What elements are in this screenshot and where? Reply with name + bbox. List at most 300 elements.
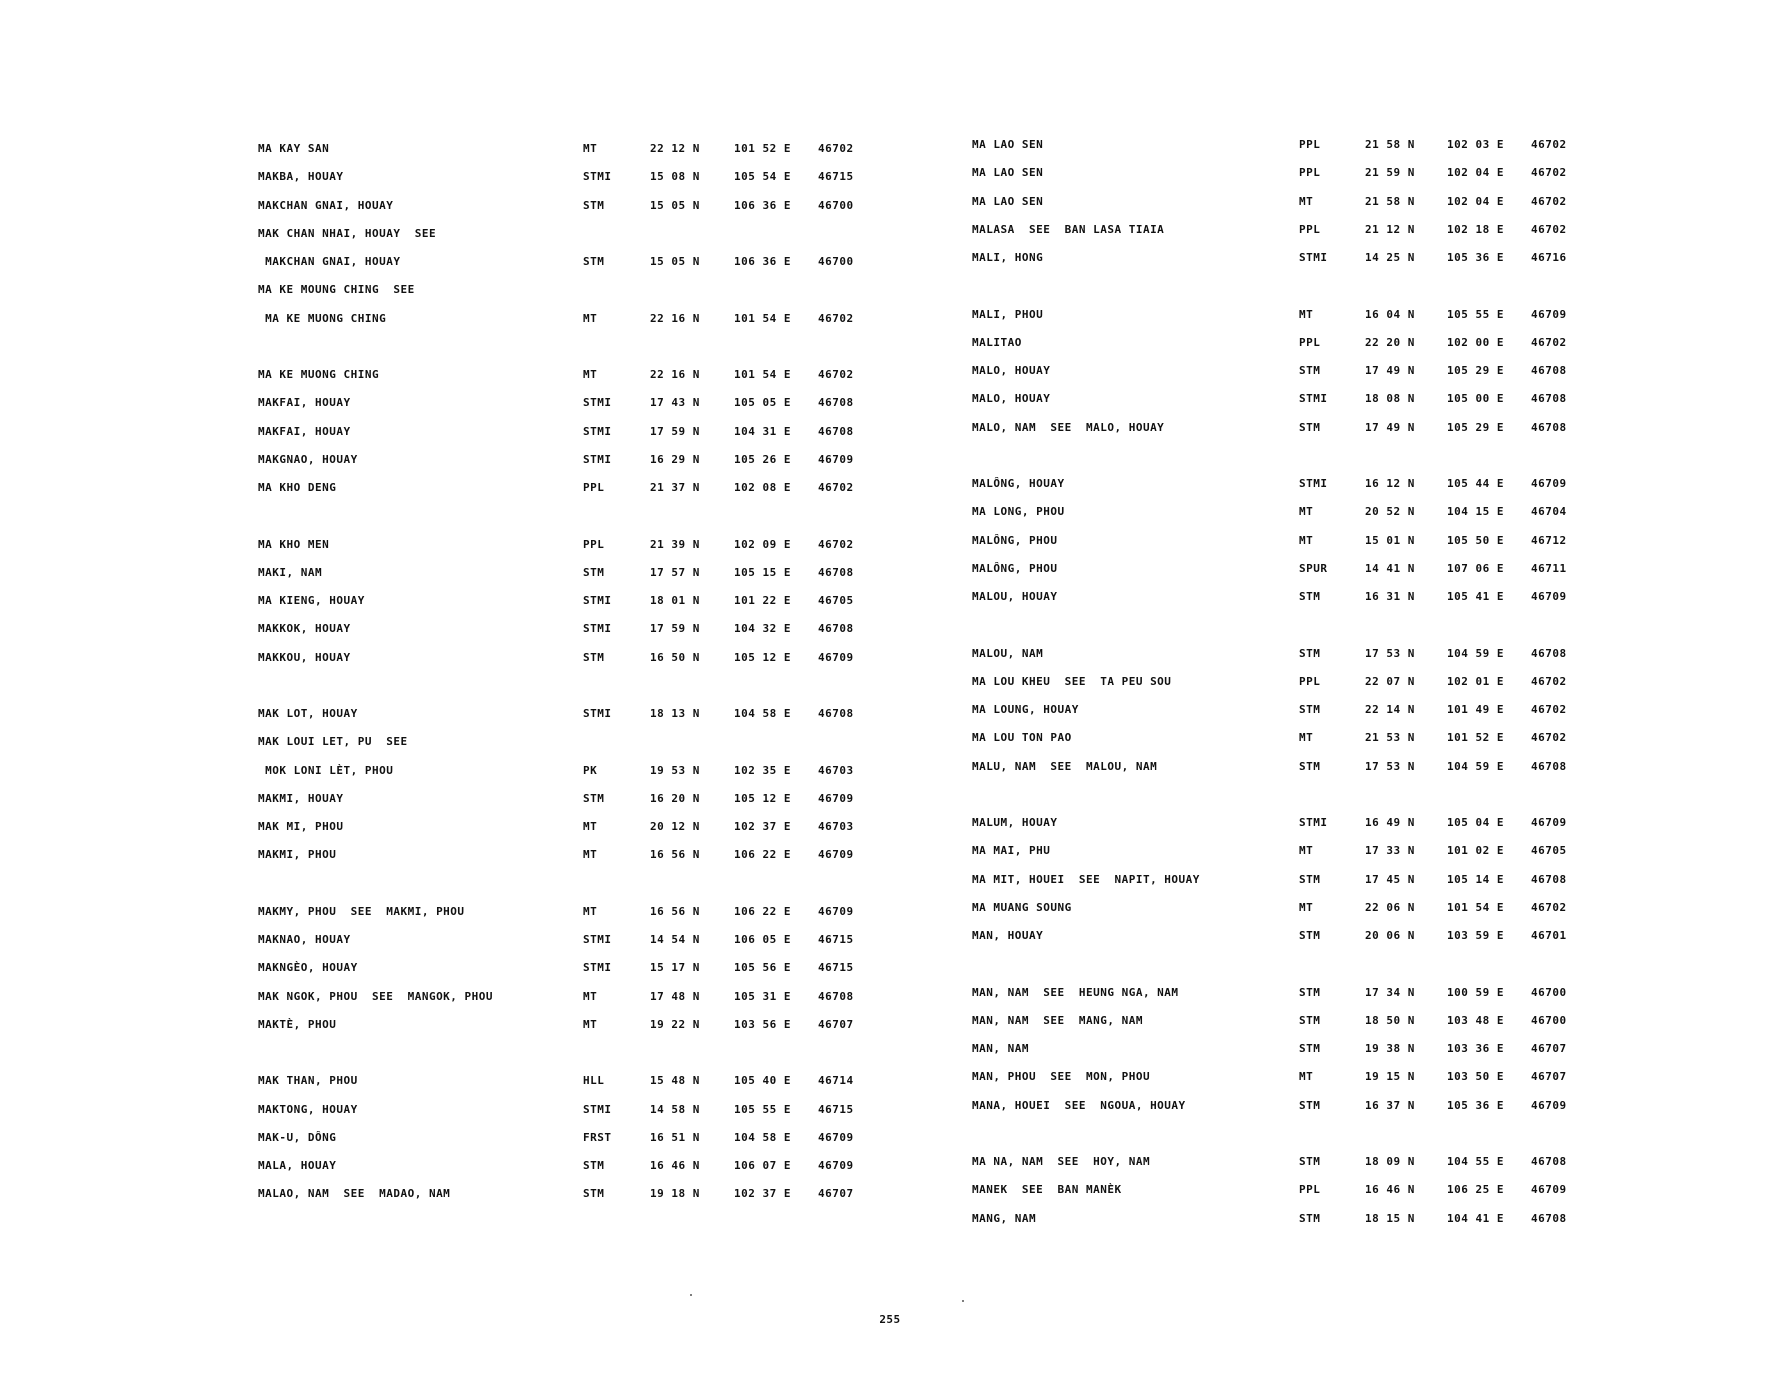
entry-type: STMI [583,396,612,410]
entry-latitude: 18 13 N [650,707,700,720]
entry-code: 46701 [1531,929,1567,942]
entry-type: PPL [1299,674,1321,688]
entry-latitude: 16 31 N [1365,590,1415,603]
entry-longitude: 105 41 E [1447,590,1504,603]
entry-type: MT [1299,900,1314,914]
entry-longitude: 105 05 E [734,396,791,410]
page-number: 255 [879,1313,901,1326]
entry-name: MAKFAI, HOUAY [258,424,351,438]
gazetteer-entry [0,137,1786,153]
entry-name: MA LAO SEN [972,194,1044,208]
gazetteer-entry [0,1013,1786,1029]
entry-longitude: 102 03 E [1447,138,1504,151]
entry-longitude: 101 52 E [734,142,791,155]
entry-type: MT [1299,194,1314,208]
entry-longitude: 105 26 E [734,452,791,466]
entry-latitude: 21 53 N [1365,731,1415,745]
entry-latitude: 22 07 N [1365,674,1415,688]
entry-code: 46708 [1531,646,1567,660]
entry-name: MALI, HONG [972,251,1044,264]
entry-longitude: 102 00 E [1447,335,1504,349]
entry-type: STMI [583,452,612,466]
entry-code: 46702 [1531,222,1567,236]
gazetteer-entry [0,900,1786,916]
entry-latitude: 16 46 N [1365,1183,1415,1197]
entry-type: STMI [583,622,612,636]
entry-name: MALA, HOUAY [258,1159,337,1172]
entry-code: 46708 [818,989,854,1003]
gazetteer-entry [0,872,1786,888]
entry-type: STMI [583,1102,612,1116]
entry-longitude: 103 48 E [1447,1013,1504,1027]
entry-code: 46709 [818,650,854,664]
entry-name: MAK NGOK, PHOU SEE MANGOK, PHOU [258,989,494,1003]
gazetteer-entry [0,504,1786,520]
entry-type: STM [583,255,605,268]
entry-latitude: 16 12 N [1365,477,1415,490]
entry-longitude: 106 36 E [734,198,791,212]
entry-longitude: 105 36 E [1447,251,1504,264]
entry-latitude: 18 15 N [1365,1211,1415,1225]
entry-longitude: 106 07 E [734,1159,791,1172]
entry-type: STM [1299,1042,1321,1055]
entry-latitude: 22 14 N [1365,703,1415,716]
entry-name: MALITAO [972,335,1022,349]
entry-name: MA KHO MEN [258,537,330,551]
entry-name: MAN, NAM SEE HEUNG NGA, NAM [972,985,1179,999]
entry-longitude: 101 52 E [1447,731,1504,745]
entry-type: STM [1299,759,1321,773]
entry-code: 46708 [1531,1155,1567,1168]
gazetteer-entry [0,222,1786,238]
entry-name: MA KE MOUNG CHING SEE [258,283,415,297]
entry-latitude: 17 49 N [1365,364,1415,377]
entry-name: MA MAI, PHU [972,844,1051,858]
entry-code: 46703 [818,763,854,777]
entry-latitude: 14 58 N [650,1102,700,1116]
entry-name: MAKKOU, HOUAY [258,650,351,664]
entry-latitude: 22 16 N [650,311,700,325]
entry-latitude: 22 20 N [1365,335,1415,349]
entry-latitude: 17 45 N [1365,872,1415,886]
entry-name: MALI, PHOU [972,307,1044,321]
entry-name: MA NA, NAM SEE HOY, NAM [972,1155,1151,1168]
entry-name: MALÔNG, HOUAY [972,477,1065,490]
entry-type: MT [583,820,598,833]
entry-code: 46708 [1531,759,1567,773]
gazetteer-entry [0,194,1786,210]
entry-type: STM [1299,590,1321,603]
entry-latitude: 16 49 N [1365,816,1415,829]
entry-latitude: 17 33 N [1365,844,1415,858]
entry-latitude: 17 59 N [650,424,700,438]
entry-longitude: 104 55 E [1447,1155,1504,1168]
entry-longitude: 105 50 E [1447,533,1504,547]
gazetteer-entry [0,617,1786,633]
entry-longitude: 105 44 E [1447,477,1504,490]
entry-name: MANEK SEE BAN MANÈK [972,1183,1122,1197]
entry-longitude: 104 31 E [734,424,791,438]
gazetteer-entry [0,815,1786,831]
entry-name: MAKNAO, HOUAY [258,933,351,946]
entry-longitude: 104 41 E [1447,1211,1504,1225]
entry-latitude: 15 05 N [650,198,700,212]
entry-latitude: 22 06 N [1365,900,1415,914]
entry-latitude: 16 51 N [650,1130,700,1144]
entry-type: SPUR [1299,561,1328,575]
entry-code: 46708 [818,707,854,720]
gazetteer-entry [0,278,1786,294]
entry-latitude: 17 57 N [650,565,700,579]
entry-code: 46705 [1531,844,1567,858]
entry-type: STM [1299,1211,1321,1225]
entry-code: 46708 [1531,420,1567,434]
entry-type: MT [1299,533,1314,547]
entry-name: MAKGNAO, HOUAY [258,452,358,466]
entry-name: MA LONG, PHOU [972,505,1065,519]
entry-latitude: 18 09 N [1365,1155,1415,1168]
gazetteer-entry [0,1182,1786,1198]
gazetteer-entry [0,561,1786,577]
entry-name: MALO, NAM SEE MALO, HOUAY [972,420,1165,434]
entry-type: MT [1299,505,1314,519]
entry-code: 46709 [1531,307,1567,321]
entry-longitude: 102 09 E [734,537,791,551]
entry-longitude: 102 04 E [1447,194,1504,208]
entry-name: MAK MI, PHOU [258,820,344,833]
gazetteer-entry [0,674,1786,690]
entry-code: 46715 [818,961,854,975]
entry-longitude: 102 37 E [734,820,791,833]
entry-type: STMI [583,961,612,975]
entry-latitude: 17 48 N [650,989,700,1003]
entry-name: MA KE MUONG CHING [258,368,380,381]
entry-code: 46715 [818,933,854,946]
entry-code: 46709 [1531,590,1567,603]
entry-name: MA LOU TON PAO [972,731,1072,745]
entry-latitude: 15 05 N [650,255,700,268]
entry-name: MA KHO DENG [258,481,337,494]
entry-code: 46700 [1531,1013,1567,1027]
gazetteer-entry [0,956,1786,972]
entry-code: 46702 [818,481,854,494]
entry-latitude: 16 46 N [650,1159,700,1172]
entry-name: MAKCHAN GNAI, HOUAY [258,198,394,212]
entry-name: MANG, NAM [972,1211,1037,1225]
gazetteer-entry [0,335,1786,351]
entry-code: 46709 [818,791,854,805]
entry-longitude: 102 04 E [1447,166,1504,180]
entry-longitude: 101 54 E [734,311,791,325]
entry-name: MALÔNG, PHOU [972,533,1058,547]
entry-code: 46702 [1531,900,1567,914]
gazetteer-entry [0,533,1786,549]
entry-latitude: 20 06 N [1365,929,1415,942]
entry-longitude: 104 58 E [734,707,791,720]
entry-longitude: 105 14 E [1447,872,1504,886]
entry-latitude: 16 04 N [1365,307,1415,321]
entry-longitude: 105 36 E [1447,1098,1504,1112]
entry-name: MALOU, NAM [972,646,1044,660]
entry-latitude: 21 58 N [1365,194,1415,208]
entry-latitude: 19 22 N [650,1017,700,1031]
gazetteer-entry [0,787,1786,803]
entry-longitude: 103 59 E [1447,929,1504,942]
entry-type: STM [583,1187,605,1201]
entry-type: PK [583,763,598,777]
entry-type: FRST [583,1130,612,1144]
entry-code: 46709 [818,1130,854,1144]
gazetteer-entry [0,928,1786,944]
entry-code: 46704 [1531,505,1567,519]
entry-name: MALUM, HOUAY [972,816,1058,829]
entry-type: STM [583,565,605,579]
entry-name: MAN, PHOU SEE MON, PHOU [972,1070,1151,1084]
entry-name: MA KIENG, HOUAY [258,594,365,607]
entry-code: 46708 [1531,1211,1567,1225]
entry-longitude: 105 31 E [734,989,791,1003]
entry-type: PPL [1299,166,1321,180]
entry-longitude: 106 05 E [734,933,791,946]
entry-code: 46708 [1531,392,1567,406]
gazetteer-entry [0,730,1786,746]
entry-longitude: 105 15 E [734,565,791,579]
entry-latitude: 16 29 N [650,452,700,466]
entry-code: 46709 [818,1159,854,1172]
entry-code: 46712 [1531,533,1567,547]
entry-code: 46700 [1531,985,1567,999]
gazetteer-entry [0,702,1786,718]
gazetteer-entry [0,1126,1786,1142]
entry-name: MA KE MUONG CHING [258,311,387,325]
entry-type: STMI [1299,251,1328,264]
entry-code: 46705 [818,594,854,607]
gazetteer-entry [0,165,1786,181]
entry-latitude: 17 34 N [1365,985,1415,999]
entry-longitude: 101 54 E [734,368,791,381]
gazetteer-entry [0,250,1786,266]
gazetteer-entry [0,420,1786,436]
entry-longitude: 105 55 E [1447,307,1504,321]
entry-code: 46715 [818,170,854,184]
entry-type: MT [583,848,598,862]
entry-code: 46707 [818,1187,854,1201]
entry-name: MA LAO SEN [972,138,1044,151]
entry-longitude: 103 56 E [734,1017,791,1031]
entry-type: PPL [583,481,605,494]
entry-longitude: 102 37 E [734,1187,791,1201]
entry-type: STMI [583,424,612,438]
entry-name: MALO, HOUAY [972,392,1051,406]
entry-type: PPL [1299,335,1321,349]
entry-longitude: 105 29 E [1447,420,1504,434]
entry-name: MAKCHAN GNAI, HOUAY [258,255,401,268]
entry-name: MAKFAI, HOUAY [258,396,351,410]
entry-type: MT [1299,731,1314,745]
entry-code: 46702 [1531,194,1567,208]
entry-type: MT [1299,844,1314,858]
entry-longitude: 105 12 E [734,791,791,805]
entry-name: MAKMY, PHOU SEE MAKMI, PHOU [258,904,465,918]
entry-type: STMI [1299,477,1328,490]
entry-type: STMI [1299,816,1328,829]
entry-latitude: 22 12 N [650,142,700,155]
entry-type: STM [1299,872,1321,886]
entry-latitude: 18 01 N [650,594,700,607]
entry-type: STMI [583,933,612,946]
entry-type: MT [583,989,598,1003]
entry-code: 46709 [1531,816,1567,829]
entry-name: MA LOU KHEU SEE TA PEU SOU [972,674,1172,688]
entry-code: 46709 [818,452,854,466]
entry-latitude: 20 52 N [1365,505,1415,519]
entry-code: 46702 [1531,703,1567,716]
entry-code: 46707 [818,1017,854,1031]
entry-type: STM [583,650,605,664]
gazetteer-entry [0,1154,1786,1170]
entry-longitude: 102 01 E [1447,674,1504,688]
entry-code: 46702 [818,142,854,155]
entry-longitude: 102 35 E [734,763,791,777]
entry-name: MAKTÈ, PHOU [258,1017,337,1031]
entry-code: 46702 [1531,731,1567,745]
entry-latitude: 15 17 N [650,961,700,975]
entry-latitude: 21 39 N [650,537,700,551]
gazetteer-entry [0,843,1786,859]
entry-type: STM [1299,929,1321,942]
entry-latitude: 21 37 N [650,481,700,494]
entry-name: MAKNGÈO, HOUAY [258,961,358,975]
entry-code: 46709 [818,848,854,862]
entry-name: MAN, HOUAY [972,929,1044,942]
entry-type: STM [1299,703,1321,716]
entry-code: 46716 [1531,251,1567,264]
gazetteer-entry [0,448,1786,464]
entry-name: MALASA SEE BAN LASA TIAIA [972,222,1165,236]
entry-latitude: 15 01 N [1365,533,1415,547]
gazetteer-entry [0,307,1786,323]
entry-type: STM [1299,1155,1321,1168]
scan-speck [962,1300,964,1302]
entry-latitude: 21 12 N [1365,222,1415,236]
entry-name: MALAO, NAM SEE MADAO, NAM [258,1187,451,1201]
entry-name: MANA, HOUEI SEE NGOUA, HOUAY [972,1098,1186,1112]
entry-name: MAN, NAM SEE MANG, NAM [972,1013,1143,1027]
entry-type: STM [1299,646,1321,660]
entry-name: MOK LONI LÈT, PHOU [258,763,394,777]
entry-code: 46702 [818,537,854,551]
entry-name: MALU, NAM SEE MALOU, NAM [972,759,1158,773]
entry-latitude: 16 50 N [650,650,700,664]
entry-name: MALÔNG, PHOU [972,561,1058,575]
entry-code: 46703 [818,820,854,833]
entry-latitude: 18 08 N [1365,392,1415,406]
entry-type: MT [583,142,598,155]
entry-latitude: 17 43 N [650,396,700,410]
entry-longitude: 107 06 E [1447,561,1504,575]
entry-type: STM [1299,364,1321,377]
entry-type: STM [583,1159,605,1172]
entry-longitude: 104 32 E [734,622,791,636]
entry-longitude: 106 22 E [734,904,791,918]
entry-code: 46708 [1531,364,1567,377]
entry-latitude: 17 53 N [1365,759,1415,773]
gazetteer-entry [0,1098,1786,1114]
entry-name: MAK-U, DÔNG [258,1130,337,1144]
entry-longitude: 105 55 E [734,1102,791,1116]
gazetteer-entry [0,1069,1786,1085]
entry-type: STM [583,198,605,212]
entry-name: MAKMI, PHOU [258,848,337,862]
entry-longitude: 101 49 E [1447,703,1504,716]
entry-type: STMI [583,170,612,184]
entry-code: 46708 [1531,872,1567,886]
entry-code: 46702 [818,368,854,381]
entry-code: 46714 [818,1074,854,1088]
entry-longitude: 102 08 E [734,481,791,494]
entry-code: 46702 [1531,674,1567,688]
entry-name: MALOU, HOUAY [972,590,1058,603]
gazetteer-entry [0,985,1786,1001]
entry-code: 46708 [818,565,854,579]
entry-name: MAN, NAM [972,1042,1029,1055]
entry-longitude: 102 18 E [1447,222,1504,236]
entry-latitude: 19 38 N [1365,1042,1415,1055]
entry-type: MT [583,368,598,381]
entry-name: MAKKOK, HOUAY [258,622,351,636]
entry-longitude: 105 12 E [734,650,791,664]
entry-name: MAK CHAN NHAI, HOUAY SEE [258,226,437,240]
entry-type: MT [583,1017,598,1031]
gazetteer-entry [0,646,1786,662]
entry-type: MT [583,904,598,918]
entry-longitude: 101 22 E [734,594,791,607]
entry-longitude: 104 59 E [1447,646,1504,660]
entry-name: MAKMI, HOUAY [258,791,344,805]
entry-type: STM [1299,985,1321,999]
entry-name: MAK LOUI LET, PU SEE [258,735,408,749]
entry-name: MAK LOT, HOUAY [258,707,358,720]
entry-latitude: 16 37 N [1365,1098,1415,1112]
entry-code: 46709 [1531,1183,1567,1197]
entry-latitude: 20 12 N [650,820,700,833]
entry-code: 46708 [818,424,854,438]
entry-code: 46702 [818,311,854,325]
entry-name: MAK THAN, PHOU [258,1074,358,1088]
gazetteer-entry [0,589,1786,605]
entry-code: 46708 [818,622,854,636]
entry-type: STM [1299,1013,1321,1027]
entry-longitude: 100 59 E [1447,985,1504,999]
entry-latitude: 19 18 N [650,1187,700,1201]
entry-code: 46715 [818,1102,854,1116]
entry-longitude: 105 40 E [734,1074,791,1088]
entry-longitude: 103 50 E [1447,1070,1504,1084]
entry-latitude: 17 59 N [650,622,700,636]
entry-latitude: 18 50 N [1365,1013,1415,1027]
entry-code: 46702 [1531,335,1567,349]
entry-longitude: 106 22 E [734,848,791,862]
entry-code: 46709 [1531,1098,1567,1112]
entry-type: STM [583,791,605,805]
entry-code: 46702 [1531,166,1567,180]
entry-type: MT [1299,307,1314,321]
entry-longitude: 106 36 E [734,255,791,268]
entry-latitude: 17 53 N [1365,646,1415,660]
entry-latitude: 15 48 N [650,1074,700,1088]
entry-name: MA MUANG SOUNG [972,900,1072,914]
entry-latitude: 16 20 N [650,791,700,805]
